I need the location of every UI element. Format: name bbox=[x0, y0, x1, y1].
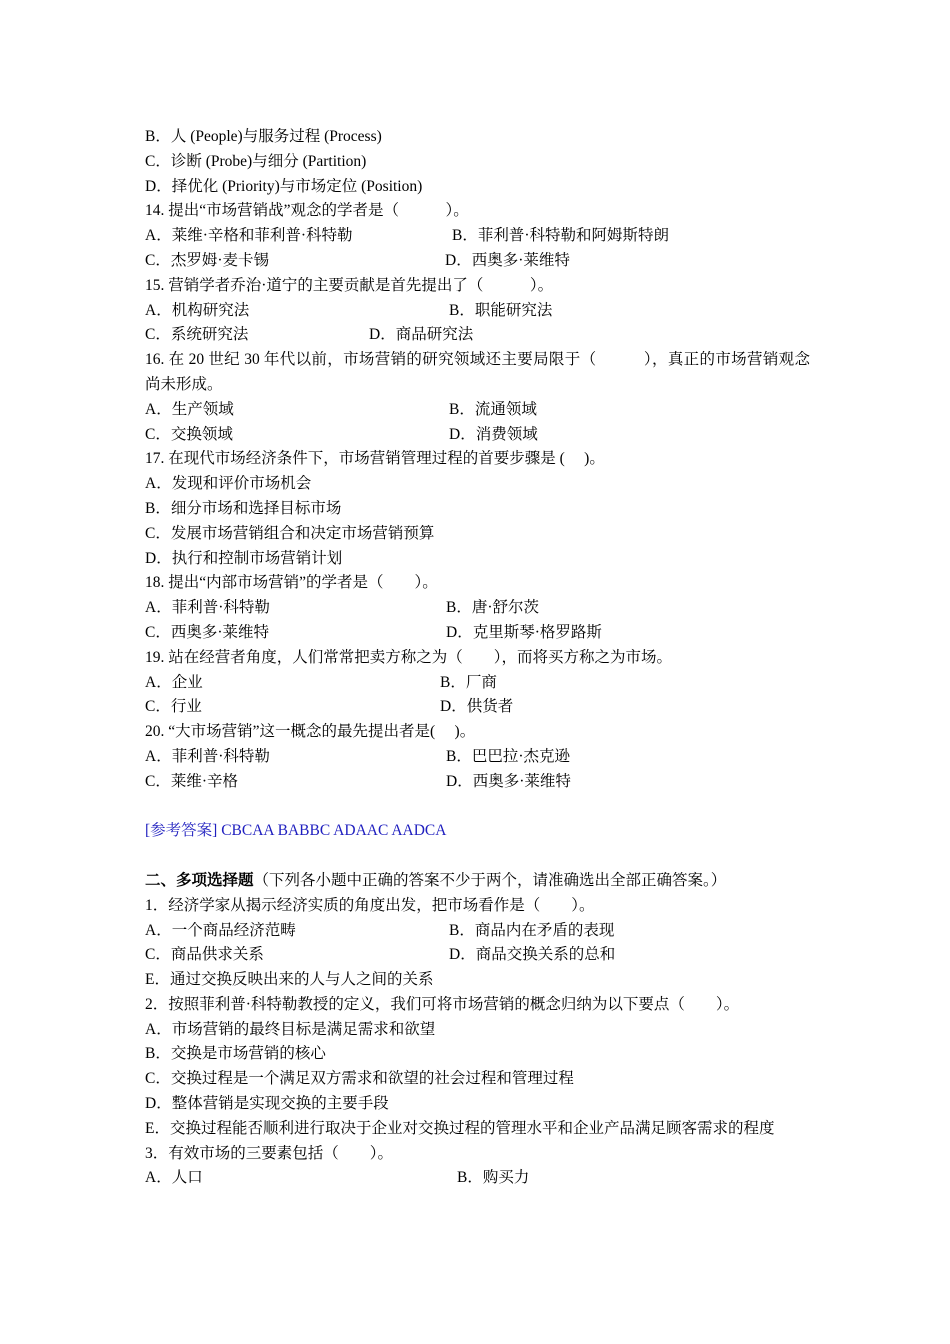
q17-option-b: B．细分市场和选择目标市场 bbox=[145, 499, 342, 517]
q16-option-a: A．生产领域 bbox=[145, 400, 234, 418]
q20-option-b: B．巴巴拉·杰克逊 bbox=[446, 747, 571, 765]
m2-option-b: B．交换是市场营销的核心 bbox=[145, 1045, 326, 1063]
q14-option-d: D．西奥多·莱维特 bbox=[445, 251, 570, 269]
q19-option-d: D．供货者 bbox=[440, 698, 514, 716]
q18-row-2 bbox=[145, 621, 810, 646]
m1-option-e: E．通过交换反映出来的人与人之间的关系 bbox=[145, 971, 434, 989]
spacer bbox=[145, 795, 810, 820]
q15-row-1 bbox=[145, 299, 810, 324]
q18-row-1 bbox=[145, 596, 810, 621]
q14-option-b: B．菲利普·科特勒和阿姆斯特朗 bbox=[452, 227, 670, 245]
q15-stem: 15. 营销学者乔治·道宁的主要贡献是首先提出了（ ）。 bbox=[145, 276, 554, 294]
m1-option-d: D．商品交换关系的总和 bbox=[449, 946, 616, 964]
q19-option-c: C．行业 bbox=[145, 698, 202, 716]
m2-option-d: D．整体营销是实现交换的主要手段 bbox=[145, 1095, 389, 1113]
q13-option-d: D．择优化 (Priority)与市场定位 (Position) bbox=[145, 177, 423, 195]
m2-option-e: E．交换过程能否顺利进行取决于企业对交换过程的管理水平和企业产品满足顾客需求的程度 bbox=[145, 1119, 775, 1137]
q18-stem: 18. 提出“内部市场营销”的学者是（ ）。 bbox=[145, 574, 438, 592]
m2-stem: 2．按照菲利普·科特勒教授的定义，我们可将市场营销的概念归纳为以下要点（ ）。 bbox=[145, 995, 740, 1013]
m1-stem: 1．经济学家从揭示经济实质的角度出发，把市场看作是（ ）。 bbox=[145, 896, 595, 914]
question-column bbox=[145, 125, 810, 1191]
q17-option-d: D．执行和控制市场营销计划 bbox=[145, 549, 343, 567]
q20-row-1 bbox=[145, 745, 810, 770]
q19-row-2 bbox=[145, 695, 810, 720]
q20-row-2 bbox=[145, 770, 810, 795]
q18-option-c: C．西奥多·莱维特 bbox=[145, 623, 270, 641]
m1-option-b: B．商品内在矛盾的表现 bbox=[449, 921, 615, 939]
answer-key: [参考答案] CBCAA BABBC ADAAC AADCA bbox=[145, 822, 447, 840]
q19-stem: 19. 站在经营者角度，人们常常把卖方称之为（ ），而将买方称之为市场。 bbox=[145, 648, 673, 666]
spacer bbox=[145, 844, 810, 869]
q13-option-b: B．人 (People)与服务过程 (Process) bbox=[145, 128, 382, 145]
m1-option-c: C．商品供求关系 bbox=[145, 946, 264, 964]
q13-option-c: C．诊断 (Probe)与细分 (Partition) bbox=[145, 152, 367, 170]
q19-option-a: A．企业 bbox=[145, 673, 203, 691]
m3-row-1 bbox=[145, 1166, 810, 1191]
q18-option-d: D．克里斯琴·格罗路斯 bbox=[446, 623, 602, 641]
q15-option-c: C．系统研究法 bbox=[145, 326, 249, 344]
q16-option-b: B．流通领域 bbox=[449, 400, 537, 418]
m3-option-b: B．购买力 bbox=[457, 1169, 530, 1187]
q17-stem: 17. 在现代市场经济条件下，市场营销管理过程的首要步骤是 ( )。 bbox=[145, 450, 605, 468]
q15-option-b: B．职能研究法 bbox=[449, 301, 553, 319]
q14-stem: 14. 提出“市场营销战”观念的学者是（ ）。 bbox=[145, 202, 469, 220]
q18-option-a: A．菲利普·科特勒 bbox=[145, 599, 270, 617]
q20-option-d: D．西奥多·莱维特 bbox=[446, 772, 571, 790]
q14-option-c: C．杰罗姆·麦卡锡 bbox=[145, 251, 270, 269]
q15-option-a: A．机构研究法 bbox=[145, 301, 250, 319]
q17-option-c: C．发展市场营销组合和决定市场营销预算 bbox=[145, 524, 435, 542]
q20-stem: 20. “大市场营销”这一概念的最先提出者是( )。 bbox=[145, 723, 476, 741]
m1-option-a: A．一个商品经济范畴 bbox=[145, 921, 296, 939]
q15-option-d: D．商品研究法 bbox=[369, 326, 474, 344]
q20-option-a: A．菲利普·科特勒 bbox=[145, 747, 270, 765]
q19-option-b: B．厂商 bbox=[440, 673, 497, 691]
q16-row-1 bbox=[145, 398, 810, 423]
q18-option-b: B．唐·舒尔茨 bbox=[446, 599, 540, 617]
section-2-heading: 二、多项选择题 bbox=[145, 871, 254, 889]
q20-option-c: C．莱维·辛格 bbox=[145, 772, 239, 790]
m3-option-a: A．人口 bbox=[145, 1169, 203, 1187]
q16-option-d: D．消费领域 bbox=[449, 425, 538, 443]
m1-row-2 bbox=[145, 943, 810, 968]
section-2-instruction: （下列各小题中正确的答案不少于两个，请准确选出全部正确答案。） bbox=[253, 871, 727, 889]
m2-option-a: A．市场营销的最终目标是满足需求和欲望 bbox=[145, 1020, 436, 1038]
q19-row-1 bbox=[145, 671, 810, 696]
q14-row-1 bbox=[145, 224, 810, 249]
section-2-header bbox=[145, 869, 810, 894]
q16-stem: 16. 在 20 世纪 30 年代以前，市场营销的研究领域还主要局限于（ ），真正的市场营销观念尚未形成。 bbox=[145, 351, 810, 393]
q15-row-2 bbox=[145, 323, 810, 348]
m3-stem: 3．有效市场的三要素包括（ ）。 bbox=[145, 1144, 394, 1162]
q14-option-a: A．莱维·辛格和菲利普·科特勒 bbox=[145, 227, 353, 245]
m2-option-c: C．交换过程是一个满足双方需求和欲望的社会过程和管理过程 bbox=[145, 1070, 574, 1088]
m1-row-1 bbox=[145, 919, 810, 944]
q16-row-2 bbox=[145, 423, 810, 448]
q14-row-2 bbox=[145, 249, 810, 274]
q16-option-c: C．交换领域 bbox=[145, 425, 233, 443]
q17-option-a: A．发现和评价市场机会 bbox=[145, 475, 312, 493]
